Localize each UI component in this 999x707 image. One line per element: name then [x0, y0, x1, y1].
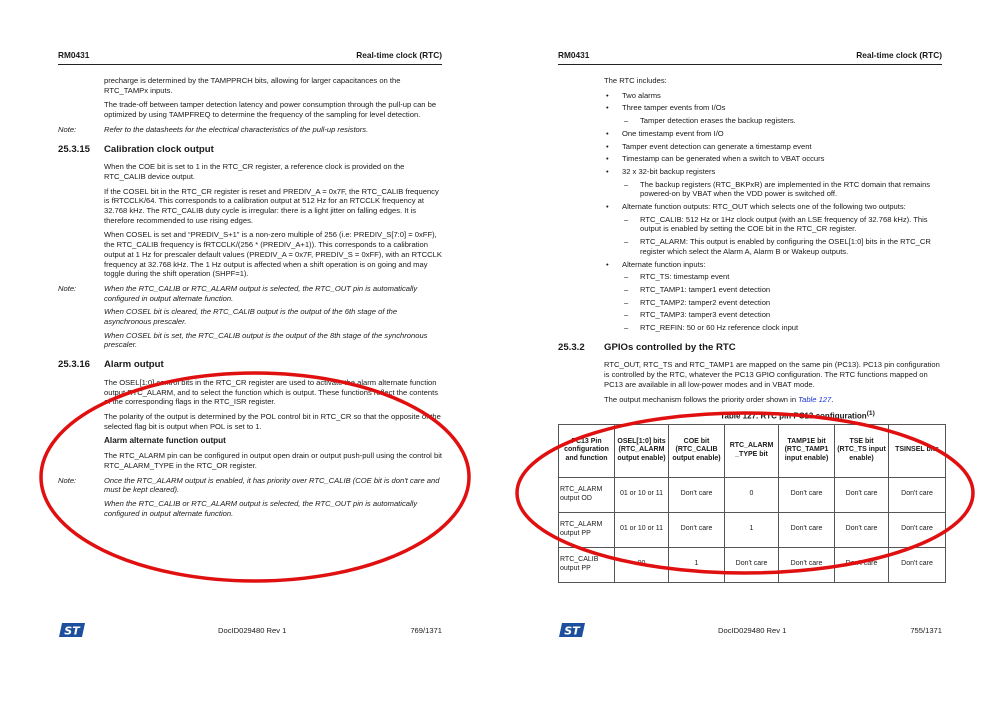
- item-text: RTC_REFIN: 50 or 60 Hz reference clock input: [640, 323, 799, 333]
- sub-bullet-item: [624, 179, 942, 199]
- table-header-cell: OSEL[1:0] bits (RTC_ALARM output enable): [615, 424, 669, 477]
- table-cell: Don't care: [835, 547, 889, 582]
- header-title: Real-time clock (RTC): [356, 50, 442, 60]
- section-number: 25.3.15: [58, 143, 91, 155]
- table-127-link[interactable]: Table 127: [798, 394, 832, 404]
- section-heading-alarm: [58, 360, 442, 370]
- header-doc-id: RM0431: [58, 50, 90, 60]
- bullet-marker: •: [606, 202, 609, 212]
- bullet-marker: •: [606, 128, 609, 138]
- note-alarm-priority: [58, 476, 442, 495]
- item-text: RTC_ALARM: This output is enabled by configuring the OSEL[1:0] bits in the RTC_CR register which select the Alarm A, Alarm B or Wakeup outputs.: [640, 237, 931, 256]
- item-text: RTC_TAMP1: tamper1 event detection: [640, 284, 771, 294]
- section-number: 25.3.16: [58, 359, 91, 371]
- sub-bullet-item: [624, 272, 942, 282]
- item-text: Alternate function outputs: RTC_OUT which selects one of the following two outputs:: [622, 202, 906, 212]
- paragraph-gpio: RTC_OUT, RTC_TS and RTC_TAMP1 are mapped on the same pin (PC13). PC13 pin configuration is controlled by the RTC, whatever the PC13 GPIO configuration. The RTC functions mapped on PC13 are available in all low-power modes and in VBAT mode.: [604, 360, 940, 389]
- table-cell: RTC_ALARM output PP: [559, 512, 615, 547]
- table-row: [559, 477, 946, 512]
- note-cosel-cleared: When COSEL bit is cleared, the RTC_CALIB output is the output of the 6th stage of the asynchronous prescaler.: [104, 307, 398, 327]
- sub-bullet-item: [624, 116, 942, 126]
- dash-marker: –: [624, 214, 629, 224]
- note-text: Refer to the datasheets for the electrical characteristics of the pull-up resistors.: [104, 124, 369, 134]
- footer-doc-id: DocID029480 Rev 1: [718, 626, 787, 635]
- dash-marker: –: [624, 237, 629, 247]
- bullet-item: [606, 259, 942, 270]
- table-header-cell: TSE bit (RTC_TS input enable): [835, 424, 889, 477]
- item-text: RTC_TAMP2: tamper2 event detection: [640, 297, 771, 307]
- note-label: Note:: [58, 283, 77, 293]
- paragraph-precharge: precharge is determined by the TAMPPRCH bits, allowing for larger capacitances on the RTC_TAMPx inputs.: [104, 76, 401, 95]
- table-row: [559, 512, 946, 547]
- paragraph-alarm3: The RTC_ALARM pin can be configured in output open drain or output push-pull using the control bit RTC_ALARM_TYPE in the RTC_OR register.: [104, 451, 442, 470]
- table-cell: Don't care: [835, 512, 889, 547]
- subheading-alarm-af: Alarm alternate function output: [104, 436, 226, 446]
- bullet-item: [606, 141, 942, 152]
- mechanism-period: .: [831, 394, 834, 404]
- paragraph-intro: The RTC includes:: [604, 76, 667, 85]
- sub-bullet-item: [624, 284, 942, 295]
- paragraph-cal2: If the COSEL bit in the RTC_CR register is reset and PREDIV_A = 0x7F, the RTC_CALIB frequency is fRTCCLK/64. This corresponds to a calibration output at 512 Hz for an RTCCLK frequency at 32.768 kHz. The RTC_CALIB duty cycle is irregular: there is a light jitter on falling edges. It is therefore recommended to use rising edges.: [104, 186, 439, 225]
- item-text: Tamper event detection can generate a timestamp event: [622, 141, 812, 151]
- paragraph-alarm1: The OSEL[1:0] control bits in the RTC_CR register are used to activate the alarm alternate function output RTC_ALARM, and to select the function which is output. These functions reflect the contents of the corresponding flags in the RTC_ISR register.: [104, 377, 439, 407]
- dash-marker: –: [624, 272, 629, 282]
- table-cell: 1: [669, 547, 725, 582]
- footer-page-number: 755/1371: [910, 626, 942, 635]
- paragraph-alarm2: The polarity of the output is determined by the POL control bit in RTC_CR so that the opposite of the selected flag bit is output when POL is set to 1.: [104, 411, 441, 431]
- svg-text:ST: ST: [64, 624, 80, 638]
- dash-marker: –: [624, 116, 629, 126]
- section-title: Alarm output: [104, 359, 164, 371]
- table-header-cell: PC13 Pin configuration and function: [559, 424, 615, 477]
- table-header-cell: TSINSEL bits: [889, 424, 946, 477]
- item-text: RTC_TS: timestamp event: [640, 272, 730, 282]
- note-text: Once the RTC_ALARM output is enabled, it has priority over RTC_CALIB (COE bit is don't care and must be kept cleared).: [104, 475, 440, 495]
- header-doc-id: RM0431: [558, 50, 590, 60]
- table-cell: Don't care: [779, 547, 835, 582]
- table-cell: Don't care: [835, 477, 889, 512]
- table-caption-footnote: (1): [866, 410, 875, 418]
- table-cell: Don't care: [889, 477, 946, 512]
- paragraph-cal3: When COSEL is set and “PREDIV_S+1” is a non-zero multiple of 256 (i.e: PREDIV_S[7:0] = 0xFF), the RTC_CALIB frequency is fRTCCLK/(256 * (PREDIV_A+1)). This corresponds to a calibration output at 1 Hz for prescaler default values (PREDIV_A = 0x7F, PREDIV_S = 0xFF), with an RTCCLK frequency at 32.768 kHz. The 1 Hz output is affected when a shift operation is on going and may toggle during the shift operation (SHPF=1).: [104, 230, 442, 279]
- dash-marker: –: [624, 179, 629, 189]
- table-cell: 00: [615, 547, 669, 582]
- table-header-cell: RTC_ALARM _TYPE bit: [725, 424, 779, 477]
- section-heading-gpio: [558, 343, 942, 353]
- item-text: One timestamp event from I/O: [622, 128, 724, 138]
- table-cell: RTC_ALARM output OD: [559, 477, 615, 512]
- table-cell: 01 or 10 or 11: [615, 477, 669, 512]
- bullet-item: [606, 166, 942, 177]
- header-title: Real-time clock (RTC): [856, 50, 942, 60]
- st-logo-icon: [558, 622, 586, 638]
- table-header-cell: TAMP1E bit (RTC_TAMP1 input enable): [779, 424, 835, 477]
- pc13-config-table: [558, 424, 946, 583]
- page-header: [558, 50, 942, 65]
- table-cell: Don't care: [779, 512, 835, 547]
- item-text: 32 x 32-bit backup registers: [622, 166, 716, 176]
- section-number: 25.3.2: [558, 341, 585, 353]
- dash-marker: –: [624, 284, 629, 294]
- footer-doc-id: DocID029480 Rev 1: [218, 626, 287, 635]
- page-header: [58, 50, 442, 65]
- dash-marker: –: [624, 323, 629, 333]
- note-datasheet: [58, 125, 442, 135]
- sub-bullet-item: [624, 214, 942, 234]
- table-cell: Don't care: [889, 512, 946, 547]
- note-label: Note:: [58, 475, 77, 485]
- dash-marker: –: [624, 310, 629, 320]
- bullet-item: [606, 202, 942, 212]
- sub-bullet-item: [624, 297, 942, 308]
- bullet-item: [606, 90, 942, 101]
- paragraph-mechanism: [604, 395, 942, 405]
- table-caption: [604, 409, 991, 421]
- page-body: [58, 76, 442, 522]
- table-row: [559, 547, 946, 582]
- sub-bullet-item: [624, 310, 942, 320]
- bullet-item: [606, 103, 942, 113]
- note-text: When the RTC_CALIB or RTC_ALARM output is selected, the RTC_OUT pin is automatically configured in output alternate function.: [104, 283, 418, 303]
- bullet-marker: •: [606, 90, 609, 100]
- table-cell: Don't care: [889, 547, 946, 582]
- page-body: [558, 76, 942, 583]
- dash-marker: –: [624, 297, 629, 307]
- bullet-marker: •: [606, 103, 609, 113]
- bullet-marker: •: [606, 259, 609, 269]
- table-caption-text: Table 127. RTC pin PC13 configuration: [720, 411, 867, 421]
- table-cell: Don't care: [669, 512, 725, 547]
- item-text: Timestamp can be generated when a switch to VBAT occurs: [622, 154, 825, 164]
- table-body: [559, 477, 946, 582]
- item-text: RTC_CALIB: 512 Hz or 1Hz clock output (with an LSE frequency of 32.768 kHz). This output is enabled by setting the COE bit in the RTC_CR register.: [640, 214, 928, 234]
- paragraph-cal1: When the COE bit is set to 1 in the RTC_CR register, a reference clock is provided on the RTC_CALIB device output.: [104, 162, 405, 181]
- table-cell: Don't care: [725, 547, 779, 582]
- feature-list: [558, 91, 942, 333]
- table-cell: 0: [725, 477, 779, 512]
- mechanism-text: The output mechanism follows the priority order shown in: [604, 394, 799, 404]
- item-text: Tamper detection erases the backup registers.: [640, 116, 796, 126]
- footer-page-number: 769/1371: [410, 626, 442, 635]
- note-alarm-pin: When the RTC_CALIB or RTC_ALARM output is selected, the RTC_OUT pin is automatically configured in output alternate function.: [104, 498, 418, 518]
- paragraph-tradeoff: The trade-off between tamper detection latency and power consumption through the pull-up can be optimized by using TAMPFREQ to determine the frequency of the sampling for level detection.: [104, 100, 437, 120]
- sub-bullet-item: [624, 237, 942, 256]
- right-page: [500, 0, 999, 707]
- svg-text:ST: ST: [564, 624, 580, 638]
- bullet-item: [606, 128, 942, 139]
- bullet-marker: •: [606, 154, 609, 164]
- page-footer: [58, 626, 442, 638]
- sub-bullet-item: [624, 323, 942, 333]
- section-title: Calibration clock output: [104, 143, 214, 155]
- st-logo-icon: [58, 622, 86, 638]
- section-heading-calibration: [58, 145, 442, 155]
- item-text: Alternate function inputs:: [622, 259, 706, 269]
- item-text: Two alarms: [622, 90, 661, 100]
- table-header-cell: COE bit (RTC_CALIB output enable): [669, 424, 725, 477]
- note-label: Note:: [58, 124, 77, 134]
- item-text: Three tamper events from I/Os: [622, 103, 726, 113]
- table-cell: Don't care: [669, 477, 725, 512]
- bullet-item: [606, 154, 942, 164]
- table-cell: Don't care: [779, 477, 835, 512]
- bullet-marker: •: [606, 166, 609, 176]
- note-cosel-set: When COSEL bit is set, the RTC_CALIB output is the output of the 8th stage of the synchronous prescaler.: [104, 330, 428, 350]
- table-cell: 01 or 10 or 11: [615, 512, 669, 547]
- table-cell: 1: [725, 512, 779, 547]
- note-calib: [58, 284, 442, 303]
- table-cell: RTC_CALIB output PP: [559, 547, 615, 582]
- page-footer: [558, 626, 942, 638]
- bullet-marker: •: [606, 141, 609, 151]
- section-title: GPIOs controlled by the RTC: [604, 341, 736, 353]
- table-header-row: [559, 424, 946, 477]
- item-text: The backup registers (RTC_BKPxR) are implemented in the RTC domain that remains powered-on by VBAT when the VDD power is switched off.: [640, 179, 931, 199]
- item-text: RTC_TAMP3: tamper3 event detection: [640, 310, 771, 320]
